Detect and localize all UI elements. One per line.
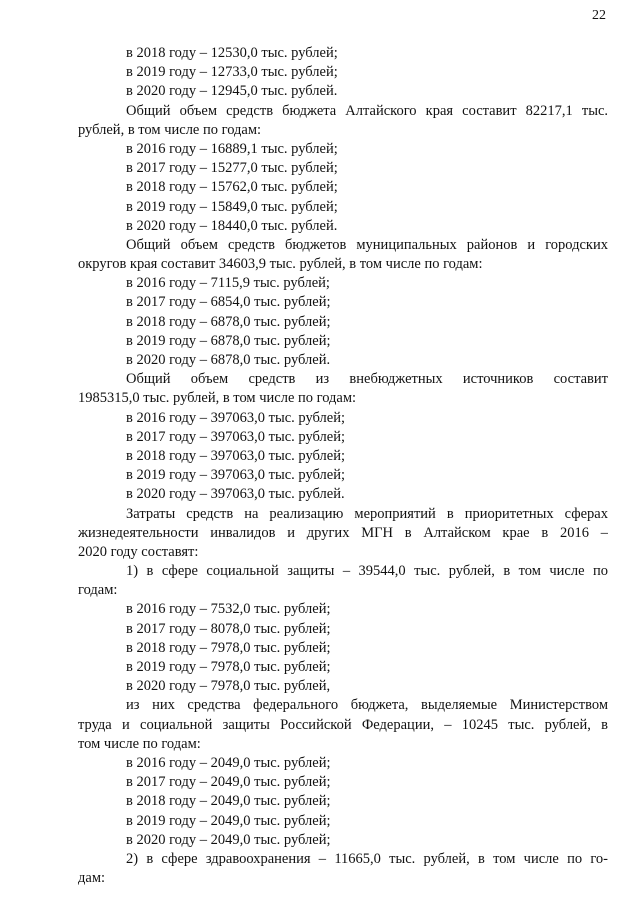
text-line: в 2017 году – 6854,0 тыс. рублей; (126, 294, 331, 311)
text-line: в 2016 году – 16889,1 тыс. рублей; (126, 140, 338, 157)
text-line: в 2020 году – 7978,0 тыс. рублей, (126, 678, 331, 695)
text-line: годам: (78, 582, 118, 599)
text-line: в 2018 году – 7978,0 тыс. рублей; (126, 639, 331, 656)
text-line: в 2020 году – 12945,0 тыс. рублей. (126, 83, 338, 100)
text-line: 1) в сфере социальной защиты – 39544,0 тыс. рублей, в том числе по (126, 563, 608, 580)
text-line: в 2019 году – 12733,0 тыс. рублей; (126, 64, 338, 81)
text-line: в 2018 году – 15762,0 тыс. рублей; (126, 179, 338, 196)
text-line: в 2018 году – 2049,0 тыс. рублей; (126, 793, 331, 810)
text-line: в 2017 году – 2049,0 тыс. рублей; (126, 774, 331, 791)
text-line: в 2017 году – 15277,0 тыс. рублей; (126, 160, 338, 177)
text-line: дам: (78, 870, 106, 887)
text-line: в 2016 году – 2049,0 тыс. рублей; (126, 754, 331, 771)
text-line: в 2020 году – 6878,0 тыс. рублей. (126, 352, 331, 368)
text-line: в 2018 году – 12530,0 тыс. рублей; (126, 45, 338, 61)
text-line: в 2019 году – 7978,0 тыс. рублей; (126, 659, 331, 675)
text-line: 2) в сфере здравоохранения – 11665,0 тыс. рублей, в том числе по го- (126, 850, 608, 867)
text-line: округов края составит 34603,9 тыс. рублей, в том числе по годам: (78, 256, 483, 273)
text-line: в 2017 году – 8078,0 тыс. рублей; (126, 620, 331, 637)
text-line: 2020 году составят: (78, 543, 199, 560)
text-line: жизнедеятельности инвалидов и других МГН в Алтайском крае в 2016 – (78, 524, 608, 541)
text-line: в 2016 году – 7532,0 тыс. рублей; (126, 601, 331, 618)
text-line: в 2018 году – 6878,0 тыс. рублей; (126, 313, 331, 330)
text-line: Общий объем средств бюджетов муниципальных районов и городских (126, 236, 608, 253)
text-line: рублей, в том числе по годам: (78, 121, 262, 138)
text-line: в 2016 году – 7115,9 тыс. рублей; (126, 275, 330, 292)
text-line: в 2019 году – 2049,0 тыс. рублей; (126, 812, 331, 829)
text-line: в 2019 году – 15849,0 тыс. рублей; (126, 198, 338, 215)
text-line: из них средства федерального бюджета, выделяемые Министерством (126, 697, 608, 714)
text-line: в 2020 году – 18440,0 тыс. рублей. (126, 217, 338, 234)
text-line: в 2020 году – 397063,0 тыс. рублей. (126, 486, 345, 503)
document-body (78, 44, 608, 888)
text-line: в 2018 году – 397063,0 тыс. рублей; (126, 447, 346, 464)
text-line: в 2019 году – 397063,0 тыс. рублей; (126, 467, 346, 484)
text-line: в 2016 году – 397063,0 тыс. рублей; (126, 409, 346, 426)
page-number: 22 (592, 8, 606, 23)
text-line: в 2017 году – 397063,0 тыс. рублей; (126, 428, 346, 445)
text-line: в 2020 году – 2049,0 тыс. рублей; (126, 831, 331, 848)
text-line: том числе по годам: (78, 735, 201, 752)
text-line: труда и социальной защиты Российской Федерации, – 10245 тыс. рублей, в (78, 716, 608, 733)
text-line: в 2019 году – 6878,0 тыс. рублей; (126, 332, 331, 349)
text-lines (78, 44, 608, 888)
text-line: Затраты средств на реализацию мероприятий в приоритетных сферах (126, 505, 608, 522)
text-line: Общий объем средств бюджета Алтайского края составит 82217,1 тыс. (126, 102, 608, 119)
text-line: Общий объем средств из внебюджетных источников составит (126, 371, 608, 388)
text-line: 1985315,0 тыс. рублей, в том числе по годам: (78, 390, 357, 407)
